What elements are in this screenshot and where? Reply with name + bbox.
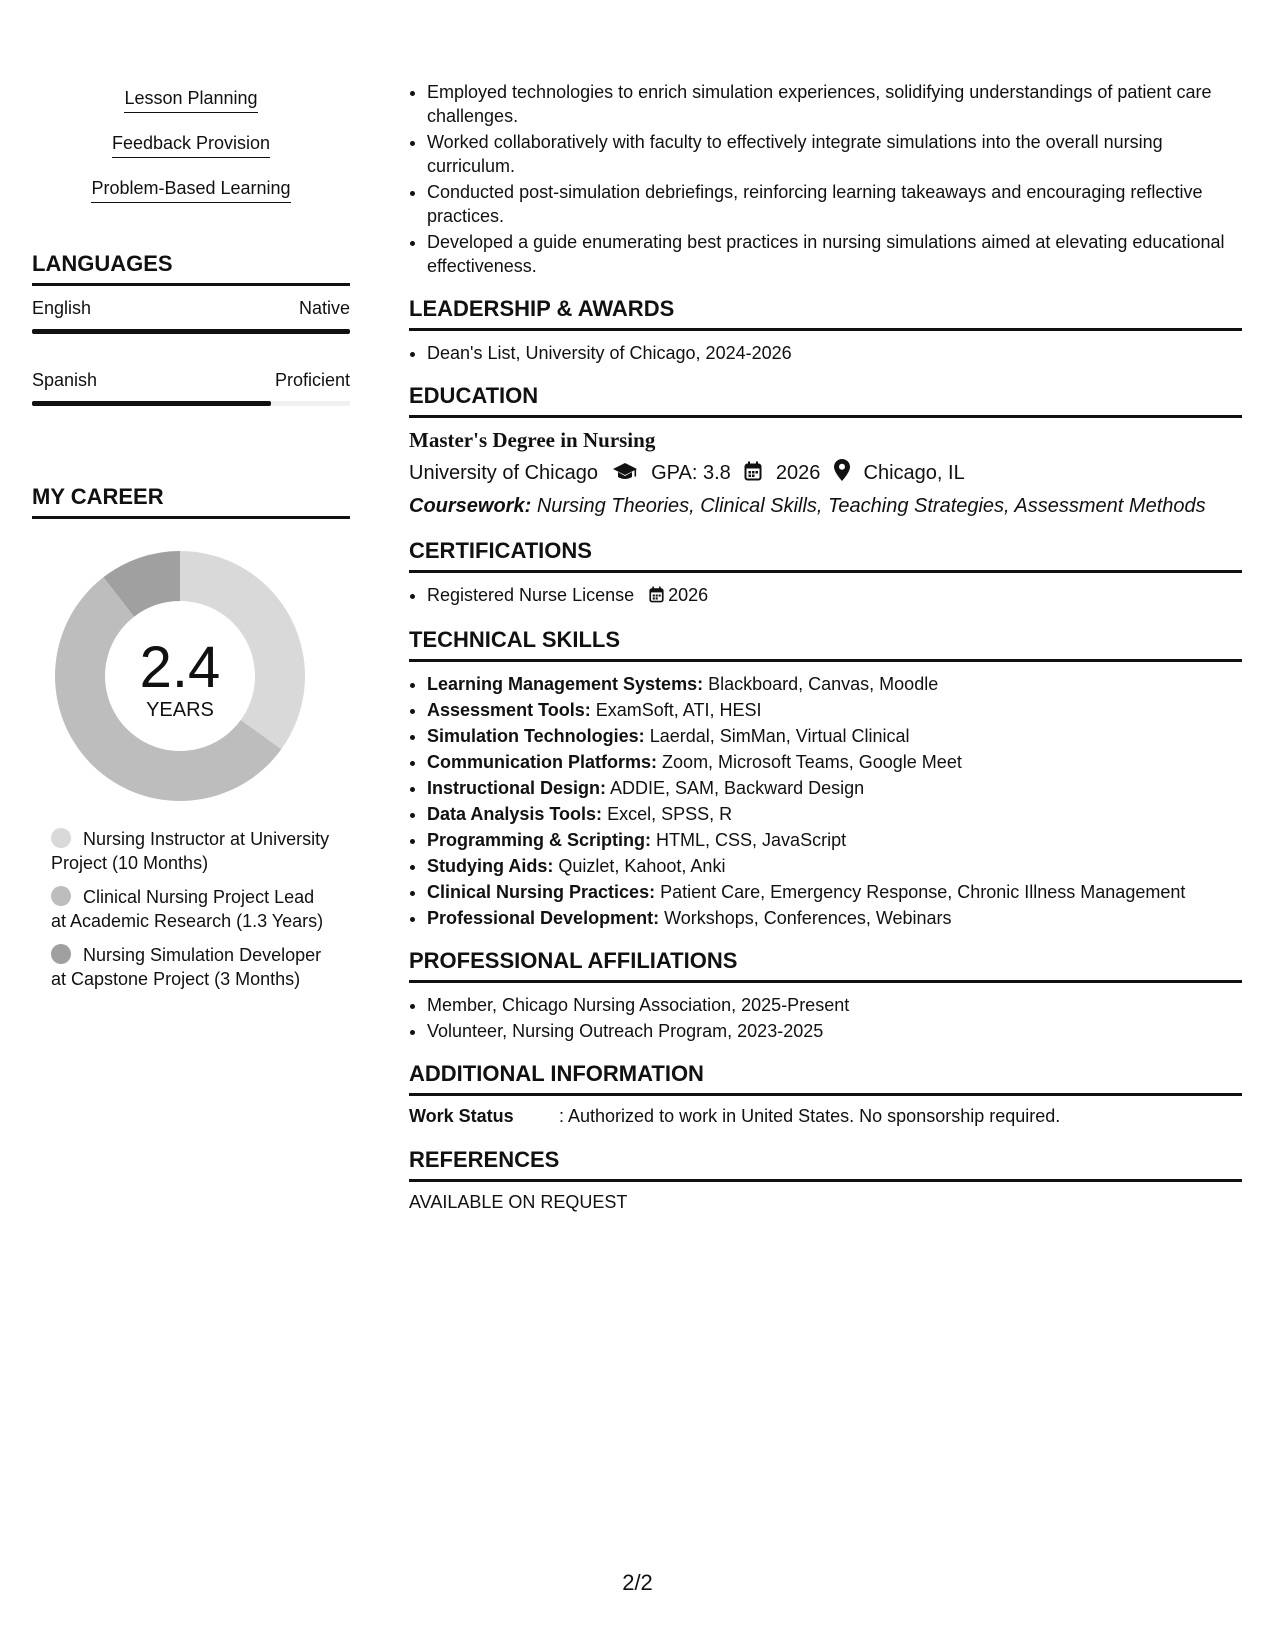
language-level: Native bbox=[298, 298, 350, 318]
awards-list bbox=[409, 341, 1242, 365]
career-unit: YEARS bbox=[146, 699, 214, 721]
certification-item bbox=[427, 583, 1242, 609]
skill-tag: Feedback Provision bbox=[112, 133, 270, 158]
technical-skills-heading: TECHNICAL SKILLS bbox=[409, 627, 1242, 662]
career-total: 2.4 bbox=[139, 635, 221, 700]
work-status-value: : Authorized to work in United States. No sponsorship required. bbox=[559, 1106, 1061, 1126]
tech-skill-value: Zoom, Microsoft Teams, Google Meet bbox=[662, 752, 962, 772]
references-text: AVAILABLE ON REQUEST bbox=[409, 1192, 628, 1212]
tech-skill-value: ExamSoft, ATI, HESI bbox=[595, 700, 762, 720]
language-bar bbox=[32, 329, 350, 334]
tech-skill-item bbox=[427, 776, 1242, 800]
education-location: Chicago, IL bbox=[863, 462, 965, 484]
graduation-cap-icon bbox=[612, 461, 638, 487]
legend-item bbox=[51, 885, 331, 933]
legend-item bbox=[51, 943, 331, 991]
skill-tag: Problem-Based Learning bbox=[91, 178, 290, 203]
education-school: University of Chicago bbox=[409, 462, 598, 484]
affiliation-item: • Member, Chicago Nursing Association, 2025-Present bbox=[427, 993, 1242, 1017]
career-donut-chart bbox=[55, 551, 305, 801]
tech-skill-value: Quizlet, Kahoot, Anki bbox=[558, 856, 726, 876]
affiliations-list bbox=[409, 993, 1242, 1043]
language-item bbox=[32, 298, 350, 334]
award-item: • Dean's List, University of Chicago, 2024-2026 bbox=[427, 341, 1242, 365]
career-heading: MY CAREER bbox=[32, 484, 350, 519]
skill-tag: Lesson Planning bbox=[124, 88, 257, 113]
awards-heading: LEADERSHIP & AWARDS bbox=[409, 296, 1242, 331]
certification-year: 2026 bbox=[668, 585, 709, 605]
tech-skill-label: Instructional Design: bbox=[427, 778, 607, 798]
languages-heading: LANGUAGES bbox=[32, 251, 350, 286]
tech-skill-value: Laerdal, SimMan, Virtual Clinical bbox=[649, 726, 910, 746]
legend-label: Clinical Nursing Project Lead at Academic Research (1.3 Years) bbox=[51, 887, 324, 931]
right-column bbox=[409, 80, 1242, 1213]
language-name: English bbox=[32, 298, 92, 318]
education-heading: EDUCATION bbox=[409, 383, 1242, 418]
education-coursework bbox=[409, 495, 1242, 518]
calendar-icon bbox=[649, 585, 664, 609]
language-level: Proficient bbox=[274, 370, 350, 390]
location-pin-icon bbox=[834, 459, 850, 487]
calendar-icon bbox=[744, 461, 762, 487]
affiliations-heading: PROFESSIONAL AFFILIATIONS bbox=[409, 948, 1242, 983]
technical-skills-list bbox=[409, 672, 1242, 930]
tech-skill-value: Patient Care, Emergency Response, Chronic Illness Management bbox=[660, 882, 1186, 902]
legend-label: Nursing Instructor at University Project (10 Months) bbox=[51, 829, 330, 873]
experience-bullet: • Employed technologies to enrich simulation experiences, solidifying understandings of patient care challenges. bbox=[427, 80, 1242, 128]
certification-name: Registered Nurse License bbox=[427, 585, 635, 605]
skill-tags bbox=[32, 80, 350, 215]
language-bar bbox=[32, 401, 350, 406]
language-name: Spanish bbox=[32, 370, 98, 390]
tech-skill-value: Excel, SPSS, R bbox=[607, 804, 733, 824]
tech-skill-item bbox=[427, 854, 1242, 878]
education-details bbox=[409, 459, 1242, 487]
tech-skill-item bbox=[427, 724, 1242, 748]
tech-skill-label: Data Analysis Tools: bbox=[427, 804, 603, 824]
language-item bbox=[32, 370, 350, 406]
legend-dot bbox=[51, 828, 71, 848]
experience-bullets bbox=[409, 80, 1242, 278]
experience-bullet: • Worked collaboratively with faculty to effectively integrate simulations into the overall nursing curriculum. bbox=[427, 130, 1242, 178]
tech-skill-label: Simulation Technologies: bbox=[427, 726, 645, 746]
legend-item bbox=[51, 827, 331, 875]
tech-skill-label: Studying Aids: bbox=[427, 856, 554, 876]
tech-skill-label: Learning Management Systems: bbox=[427, 674, 704, 694]
work-status-row bbox=[409, 1106, 1242, 1127]
coursework-label: Coursework: bbox=[409, 495, 532, 517]
education-degree: Master's Degree in Nursing bbox=[409, 428, 656, 452]
legend-label: Nursing Simulation Developer at Capstone Project (3 Months) bbox=[51, 945, 322, 989]
certifications-list bbox=[409, 583, 1242, 609]
tech-skill-value: HTML, CSS, JavaScript bbox=[656, 830, 847, 850]
tech-skill-item bbox=[427, 906, 1242, 930]
tech-skill-item bbox=[427, 828, 1242, 852]
tech-skill-label: Communication Platforms: bbox=[427, 752, 658, 772]
affiliation-item: • Volunteer, Nursing Outreach Program, 2023-2025 bbox=[427, 1019, 1242, 1043]
career-legend bbox=[51, 827, 331, 991]
language-bar-fill bbox=[32, 329, 350, 334]
certifications-heading: CERTIFICATIONS bbox=[409, 538, 1242, 573]
page-number: 2/2 bbox=[622, 1570, 653, 1595]
tech-skill-value: Blackboard, Canvas, Moodle bbox=[708, 674, 939, 694]
education-gpa: GPA: 3.8 bbox=[651, 462, 731, 484]
legend-dot bbox=[51, 944, 71, 964]
tech-skill-item bbox=[427, 802, 1242, 826]
tech-skill-value: ADDIE, SAM, Backward Design bbox=[610, 778, 865, 798]
tech-skill-item bbox=[427, 698, 1242, 722]
tech-skill-label: Clinical Nursing Practices: bbox=[427, 882, 656, 902]
left-column bbox=[32, 80, 350, 1001]
education-year: 2026 bbox=[775, 462, 821, 484]
tech-skill-item bbox=[427, 880, 1242, 904]
tech-skill-value: Workshops, Conferences, Webinars bbox=[664, 908, 952, 928]
experience-bullet: • Developed a guide enumerating best practices in nursing simulations aimed at elevating educational effectiveness. bbox=[427, 230, 1242, 278]
tech-skill-label: Assessment Tools: bbox=[427, 700, 591, 720]
coursework-list: Nursing Theories, Clinical Skills, Teaching Strategies, Assessment Methods bbox=[536, 495, 1206, 517]
experience-bullet: • Conducted post-simulation debriefings, reinforcing learning takeaways and encouraging reflective practices. bbox=[427, 180, 1242, 228]
tech-skill-label: Professional Development: bbox=[427, 908, 660, 928]
tech-skill-label: Programming & Scripting: bbox=[427, 830, 652, 850]
legend-dot bbox=[51, 886, 71, 906]
references-heading: REFERENCES bbox=[409, 1147, 1242, 1182]
language-bar-fill bbox=[32, 401, 271, 406]
additional-info-heading: ADDITIONAL INFORMATION bbox=[409, 1061, 1242, 1096]
tech-skill-item bbox=[427, 672, 1242, 696]
work-status-label: Work Status bbox=[409, 1106, 514, 1126]
tech-skill-item bbox=[427, 750, 1242, 774]
